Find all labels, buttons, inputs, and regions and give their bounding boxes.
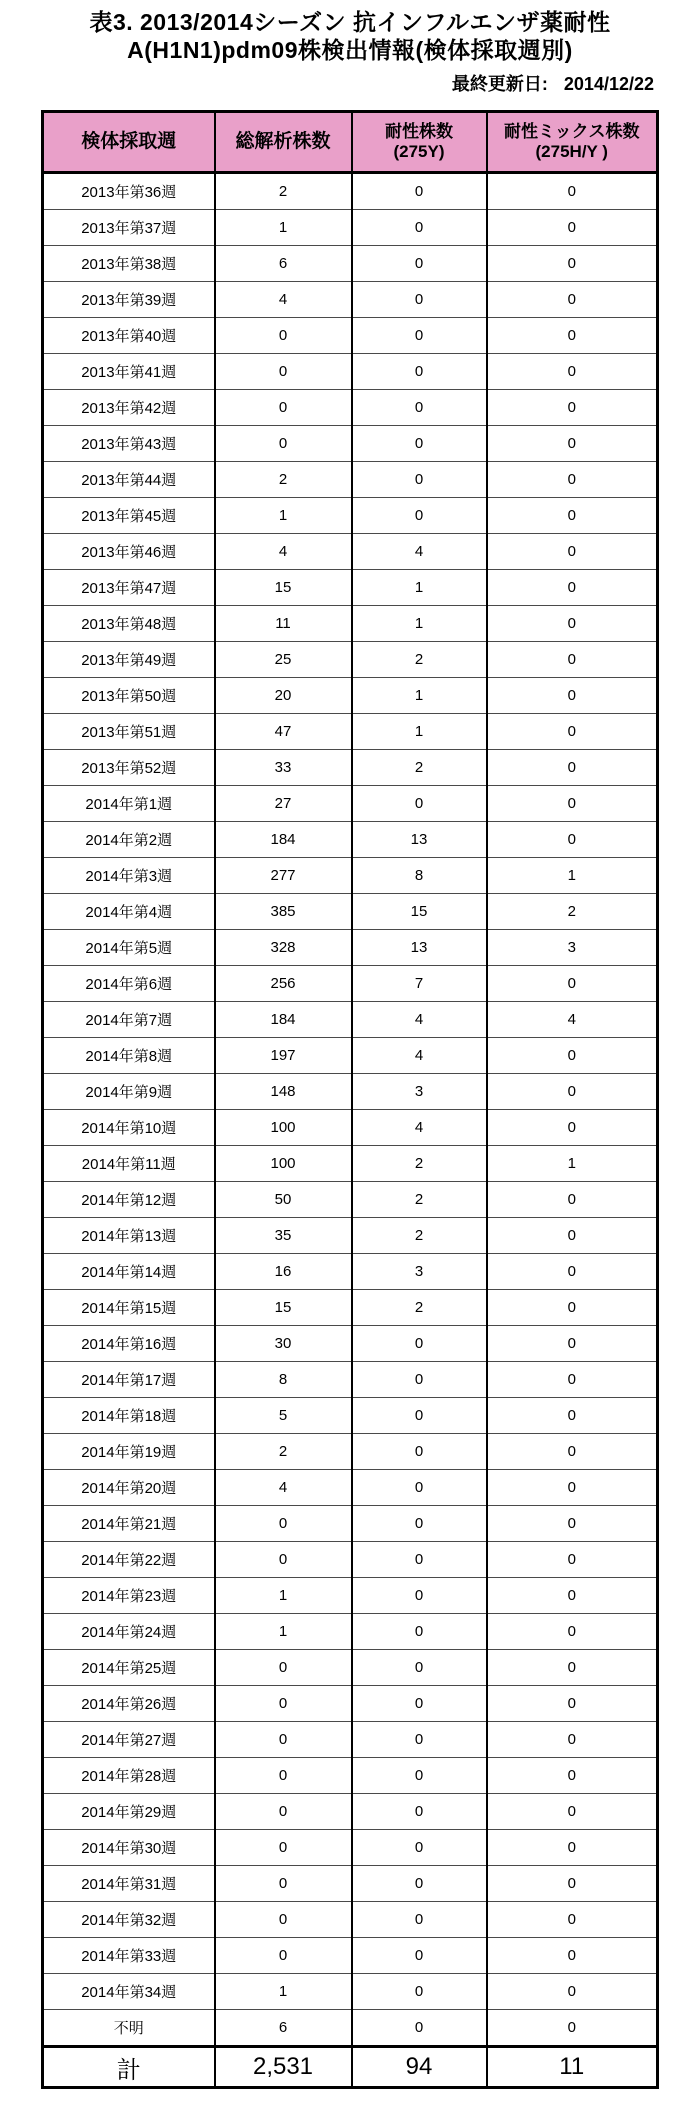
value-cell: 0	[215, 1722, 352, 1758]
table-row	[43, 1146, 658, 1182]
table-body	[43, 173, 658, 2088]
value-cell: 47	[215, 714, 352, 750]
value-cell: 197	[215, 1038, 352, 1074]
value-cell: 0	[487, 1218, 658, 1254]
value-cell: 0	[352, 1470, 487, 1506]
resistance-table	[41, 110, 659, 2089]
week-cell: 2013年第50週	[43, 678, 215, 714]
value-cell: 20	[215, 678, 352, 714]
table-head	[43, 112, 658, 173]
value-cell: 0	[487, 1794, 658, 1830]
week-cell: 2014年第33週	[43, 1938, 215, 1974]
value-cell: 0	[487, 1254, 658, 1290]
value-cell: 0	[487, 1902, 658, 1938]
value-cell: 0	[487, 1686, 658, 1722]
column-header-0: 検体採取週	[43, 112, 215, 173]
value-cell: 0	[352, 1650, 487, 1686]
table-row	[43, 210, 658, 246]
value-cell: 0	[352, 1758, 487, 1794]
last-updated-label: 最終更新日:	[451, 74, 548, 94]
table-row	[43, 1254, 658, 1290]
value-cell: 0	[352, 1866, 487, 1902]
week-cell: 2014年第12週	[43, 1182, 215, 1218]
table-row	[43, 1866, 658, 1902]
table-row	[43, 642, 658, 678]
value-cell: 15	[215, 1290, 352, 1326]
column-header-2: 耐性株数 (275Y)	[352, 112, 487, 173]
value-cell: 3	[487, 930, 658, 966]
value-cell: 100	[215, 1146, 352, 1182]
value-cell: 0	[352, 462, 487, 498]
week-cell: 2014年第14週	[43, 1254, 215, 1290]
value-cell: 2	[215, 1434, 352, 1470]
value-cell: 0	[215, 1794, 352, 1830]
value-cell: 0	[487, 1614, 658, 1650]
week-cell: 2014年第10週	[43, 1110, 215, 1146]
value-cell: 16	[215, 1254, 352, 1290]
value-cell: 33	[215, 750, 352, 786]
value-cell: 0	[215, 1686, 352, 1722]
week-cell: 計	[43, 2047, 215, 2088]
week-cell: 2014年第23週	[43, 1578, 215, 1614]
table-row	[43, 1002, 658, 1038]
last-updated	[0, 70, 700, 96]
value-cell: 0	[487, 966, 658, 1002]
value-cell: 5	[215, 1398, 352, 1434]
value-cell: 0	[352, 1938, 487, 1974]
value-cell: 8	[215, 1362, 352, 1398]
value-cell: 0	[487, 498, 658, 534]
value-cell: 0	[215, 1902, 352, 1938]
value-cell: 0	[487, 822, 658, 858]
value-cell: 0	[487, 642, 658, 678]
week-cell: 2013年第36週	[43, 173, 215, 210]
table-row	[43, 858, 658, 894]
week-cell: 2014年第28週	[43, 1758, 215, 1794]
value-cell: 1	[352, 570, 487, 606]
table-row	[43, 1974, 658, 2010]
value-cell: 1	[352, 606, 487, 642]
week-cell: 2014年第8週	[43, 1038, 215, 1074]
value-cell: 0	[352, 1398, 487, 1434]
week-cell: 2014年第4週	[43, 894, 215, 930]
value-cell: 0	[487, 750, 658, 786]
table-row	[43, 606, 658, 642]
value-cell: 0	[487, 1038, 658, 1074]
value-cell: 4	[352, 1110, 487, 1146]
value-cell: 184	[215, 822, 352, 858]
week-cell: 2013年第40週	[43, 318, 215, 354]
table-row	[43, 2010, 658, 2047]
week-cell: 2014年第30週	[43, 1830, 215, 1866]
week-cell: 2014年第15週	[43, 1290, 215, 1326]
value-cell: 0	[352, 498, 487, 534]
value-cell: 13	[352, 822, 487, 858]
week-cell: 2014年第5週	[43, 930, 215, 966]
value-cell: 1	[215, 210, 352, 246]
week-cell: 2014年第27週	[43, 1722, 215, 1758]
value-cell: 385	[215, 894, 352, 930]
week-cell: 2013年第43週	[43, 426, 215, 462]
value-cell: 0	[352, 2010, 487, 2047]
value-cell: 0	[352, 1578, 487, 1614]
value-cell: 0	[487, 1938, 658, 1974]
total-row	[43, 2047, 658, 2088]
value-cell: 35	[215, 1218, 352, 1254]
table-row	[43, 570, 658, 606]
value-cell: 25	[215, 642, 352, 678]
value-cell: 1	[352, 714, 487, 750]
value-cell: 0	[487, 1830, 658, 1866]
value-cell: 0	[487, 1866, 658, 1902]
table-row	[43, 1758, 658, 1794]
week-cell: 2013年第52週	[43, 750, 215, 786]
value-cell: 2	[215, 462, 352, 498]
value-cell: 4	[215, 534, 352, 570]
week-cell: 2014年第18週	[43, 1398, 215, 1434]
value-cell: 0	[487, 606, 658, 642]
value-cell: 4	[215, 1470, 352, 1506]
value-cell: 0	[215, 1506, 352, 1542]
value-cell: 0	[487, 282, 658, 318]
week-cell: 2013年第39週	[43, 282, 215, 318]
value-cell: 2	[352, 1218, 487, 1254]
value-cell: 0	[487, 210, 658, 246]
value-cell: 4	[215, 282, 352, 318]
value-cell: 0	[352, 318, 487, 354]
week-cell: 2014年第29週	[43, 1794, 215, 1830]
value-cell: 2	[487, 894, 658, 930]
value-cell: 256	[215, 966, 352, 1002]
value-cell: 0	[215, 318, 352, 354]
value-cell: 11	[215, 606, 352, 642]
value-cell: 0	[487, 390, 658, 426]
value-cell: 0	[487, 1326, 658, 1362]
table-row	[43, 498, 658, 534]
value-cell: 0	[352, 1794, 487, 1830]
week-cell: 2014年第20週	[43, 1470, 215, 1506]
value-cell: 0	[352, 786, 487, 822]
header-row	[43, 112, 658, 173]
value-cell: 0	[487, 1650, 658, 1686]
value-cell: 4	[487, 1002, 658, 1038]
table-row	[43, 1578, 658, 1614]
table-row	[43, 1830, 658, 1866]
table-row	[43, 426, 658, 462]
value-cell: 0	[487, 1542, 658, 1578]
value-cell: 0	[215, 1542, 352, 1578]
value-cell: 0	[352, 1614, 487, 1650]
value-cell: 0	[352, 210, 487, 246]
value-cell: 0	[487, 570, 658, 606]
table-row	[43, 1218, 658, 1254]
week-cell: 2014年第9週	[43, 1074, 215, 1110]
value-cell: 11	[487, 2047, 658, 2088]
value-cell: 1	[215, 1578, 352, 1614]
value-cell: 0	[352, 354, 487, 390]
value-cell: 0	[487, 786, 658, 822]
week-cell: 2014年第1週	[43, 786, 215, 822]
table-row	[43, 894, 658, 930]
page-title-line1: 表3. 2013/2014シーズン 抗インフルエンザ薬耐性	[89, 9, 611, 35]
table-row	[43, 1938, 658, 1974]
value-cell: 1	[487, 858, 658, 894]
week-cell: 2013年第51週	[43, 714, 215, 750]
value-cell: 3	[352, 1254, 487, 1290]
week-cell: 2014年第32週	[43, 1902, 215, 1938]
week-cell: 2013年第49週	[43, 642, 215, 678]
table-row	[43, 1074, 658, 1110]
value-cell: 0	[215, 1866, 352, 1902]
value-cell: 0	[487, 1506, 658, 1542]
last-updated-value: 2014/12/22	[563, 74, 654, 94]
value-cell: 0	[487, 1470, 658, 1506]
table-row	[43, 1686, 658, 1722]
value-cell: 2	[352, 1146, 487, 1182]
table-row	[43, 462, 658, 498]
value-cell: 50	[215, 1182, 352, 1218]
value-cell: 2	[352, 1290, 487, 1326]
value-cell: 0	[487, 1362, 658, 1398]
value-cell: 1	[352, 678, 487, 714]
table-row	[43, 1038, 658, 1074]
table-row	[43, 1794, 658, 1830]
value-cell: 94	[352, 2047, 487, 2088]
column-header-3: 耐性ミックス株数 (275H/Y )	[487, 112, 658, 173]
value-cell: 0	[352, 1902, 487, 1938]
table-row	[43, 822, 658, 858]
week-cell: 2013年第41週	[43, 354, 215, 390]
value-cell: 2	[215, 173, 352, 210]
value-cell: 184	[215, 1002, 352, 1038]
value-cell: 7	[352, 966, 487, 1002]
value-cell: 0	[487, 173, 658, 210]
value-cell: 0	[487, 246, 658, 282]
value-cell: 0	[352, 1362, 487, 1398]
value-cell: 0	[352, 1506, 487, 1542]
value-cell: 0	[487, 1578, 658, 1614]
value-cell: 0	[352, 1542, 487, 1578]
value-cell: 0	[487, 534, 658, 570]
week-cell: 2014年第21週	[43, 1506, 215, 1542]
value-cell: 0	[352, 1830, 487, 1866]
week-cell: 2014年第31週	[43, 1866, 215, 1902]
value-cell: 0	[352, 246, 487, 282]
value-cell: 3	[352, 1074, 487, 1110]
value-cell: 1	[487, 1146, 658, 1182]
value-cell: 6	[215, 246, 352, 282]
table-row	[43, 390, 658, 426]
value-cell: 15	[352, 894, 487, 930]
table-row	[43, 1434, 658, 1470]
table-row	[43, 282, 658, 318]
table-row	[43, 1398, 658, 1434]
table-row	[43, 173, 658, 210]
value-cell: 0	[352, 390, 487, 426]
table-row	[43, 318, 658, 354]
value-cell: 0	[215, 1758, 352, 1794]
value-cell: 4	[352, 1038, 487, 1074]
value-cell: 0	[487, 354, 658, 390]
week-cell: 2013年第47週	[43, 570, 215, 606]
week-cell: 2014年第16週	[43, 1326, 215, 1362]
week-cell: 2014年第24週	[43, 1614, 215, 1650]
table-row	[43, 714, 658, 750]
table-row	[43, 246, 658, 282]
value-cell: 30	[215, 1326, 352, 1362]
value-cell: 100	[215, 1110, 352, 1146]
week-cell: 2014年第19週	[43, 1434, 215, 1470]
value-cell: 328	[215, 930, 352, 966]
value-cell: 0	[352, 1326, 487, 1362]
table-row	[43, 1182, 658, 1218]
value-cell: 13	[352, 930, 487, 966]
table-row	[43, 534, 658, 570]
value-cell: 0	[487, 426, 658, 462]
value-cell: 0	[215, 1650, 352, 1686]
table-row	[43, 786, 658, 822]
value-cell: 2	[352, 642, 487, 678]
value-cell: 0	[487, 1290, 658, 1326]
column-header-1: 総解析株数	[215, 112, 352, 173]
week-cell: 2013年第38週	[43, 246, 215, 282]
table-row	[43, 1614, 658, 1650]
week-cell: 2013年第37週	[43, 210, 215, 246]
week-cell: 2013年第46週	[43, 534, 215, 570]
value-cell: 0	[487, 678, 658, 714]
week-cell: 2013年第42週	[43, 390, 215, 426]
value-cell: 0	[487, 462, 658, 498]
value-cell: 0	[487, 1398, 658, 1434]
value-cell: 27	[215, 786, 352, 822]
value-cell: 0	[487, 1722, 658, 1758]
value-cell: 4	[352, 534, 487, 570]
week-cell: 2014年第25週	[43, 1650, 215, 1686]
table-row	[43, 1110, 658, 1146]
table-row	[43, 1650, 658, 1686]
week-cell: 2014年第3週	[43, 858, 215, 894]
table-row	[43, 1290, 658, 1326]
week-cell: 2014年第11週	[43, 1146, 215, 1182]
value-cell: 0	[215, 1938, 352, 1974]
table-row	[43, 354, 658, 390]
value-cell: 277	[215, 858, 352, 894]
value-cell: 1	[215, 1614, 352, 1650]
value-cell: 2,531	[215, 2047, 352, 2088]
value-cell: 0	[352, 282, 487, 318]
value-cell: 0	[487, 1758, 658, 1794]
week-cell: 2014年第34週	[43, 1974, 215, 2010]
week-cell: 2013年第48週	[43, 606, 215, 642]
table-row	[43, 750, 658, 786]
week-cell: 2014年第22週	[43, 1542, 215, 1578]
value-cell: 8	[352, 858, 487, 894]
value-cell: 0	[352, 1974, 487, 2010]
value-cell: 0	[352, 1434, 487, 1470]
week-cell: 2014年第17週	[43, 1362, 215, 1398]
week-cell: 2013年第45週	[43, 498, 215, 534]
table-row	[43, 1362, 658, 1398]
value-cell: 0	[487, 2010, 658, 2047]
value-cell: 0	[352, 426, 487, 462]
value-cell: 2	[352, 750, 487, 786]
table-row	[43, 678, 658, 714]
week-cell: 2014年第2週	[43, 822, 215, 858]
table-row	[43, 966, 658, 1002]
value-cell: 0	[487, 1182, 658, 1218]
value-cell: 0	[487, 318, 658, 354]
table-row	[43, 1506, 658, 1542]
table-row	[43, 1470, 658, 1506]
value-cell: 0	[215, 390, 352, 426]
value-cell: 0	[215, 354, 352, 390]
value-cell: 0	[487, 1110, 658, 1146]
value-cell: 0	[352, 1686, 487, 1722]
table-row	[43, 1902, 658, 1938]
week-cell: 2014年第26週	[43, 1686, 215, 1722]
page-title-line2: A(H1N1)pdm09株検出情報(検体採取週別)	[127, 37, 573, 63]
value-cell: 0	[215, 426, 352, 462]
value-cell: 148	[215, 1074, 352, 1110]
value-cell: 1	[215, 1974, 352, 2010]
value-cell: 0	[215, 1830, 352, 1866]
value-cell: 6	[215, 2010, 352, 2047]
table-row	[43, 930, 658, 966]
week-cell: 2014年第7週	[43, 1002, 215, 1038]
table-row	[43, 1722, 658, 1758]
value-cell: 2	[352, 1182, 487, 1218]
page-title	[0, 0, 700, 64]
value-cell: 0	[487, 1974, 658, 2010]
week-cell: 不明	[43, 2010, 215, 2047]
value-cell: 4	[352, 1002, 487, 1038]
week-cell: 2014年第13週	[43, 1218, 215, 1254]
value-cell: 0	[487, 714, 658, 750]
value-cell: 0	[352, 1722, 487, 1758]
value-cell: 0	[487, 1434, 658, 1470]
value-cell: 0	[487, 1074, 658, 1110]
table-row	[43, 1542, 658, 1578]
table-row	[43, 1326, 658, 1362]
week-cell: 2013年第44週	[43, 462, 215, 498]
value-cell: 1	[215, 498, 352, 534]
value-cell: 0	[352, 173, 487, 210]
value-cell: 15	[215, 570, 352, 606]
week-cell: 2014年第6週	[43, 966, 215, 1002]
